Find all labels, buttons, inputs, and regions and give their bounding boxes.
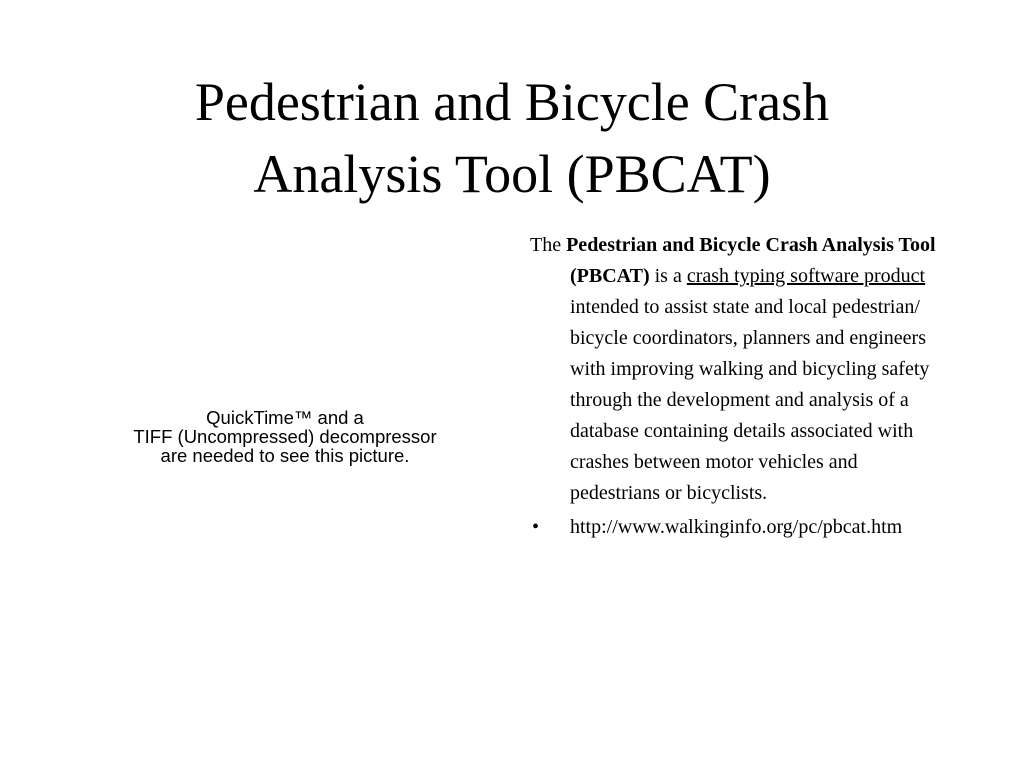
- tool-name: Pedestrian and Bicycle Crash Analysis Tool (PBCAT): [566, 234, 936, 287]
- bullet-icon: •: [532, 516, 540, 538]
- pbcat-url[interactable]: http://www.walkinginfo.org/pc/pbcat.htm: [570, 516, 903, 538]
- title-line-1: Pedestrian and Bicycle Crash: [194, 72, 830, 132]
- placeholder-line-2: TIFF (Uncompressed) decompressor: [133, 426, 437, 447]
- is-a-text: is a: [649, 265, 687, 287]
- url-bullet-item: [530, 512, 940, 543]
- placeholder-line-1: QuickTime™ and a: [206, 407, 364, 428]
- slide-title: [0, 66, 1024, 210]
- placeholder-line-3: are needed to see this picture.: [160, 445, 410, 466]
- missing-image-placeholder: [60, 408, 510, 465]
- body-text-box: [530, 230, 940, 543]
- description-paragraph: [530, 230, 940, 509]
- title-line-2: Analysis Tool (PBCAT): [253, 144, 771, 204]
- crash-typing-link[interactable]: crash typing software product: [686, 265, 926, 287]
- intro-prefix: The: [530, 234, 567, 256]
- description-rest: intended to assist state and local pedestrian/ bicycle coordinators, planners and engineers with improving walking and bicycling safety through the development and analysis of a database containing details associated with crashes between motor vehicles and pedestrians or bicyclists.: [570, 296, 930, 504]
